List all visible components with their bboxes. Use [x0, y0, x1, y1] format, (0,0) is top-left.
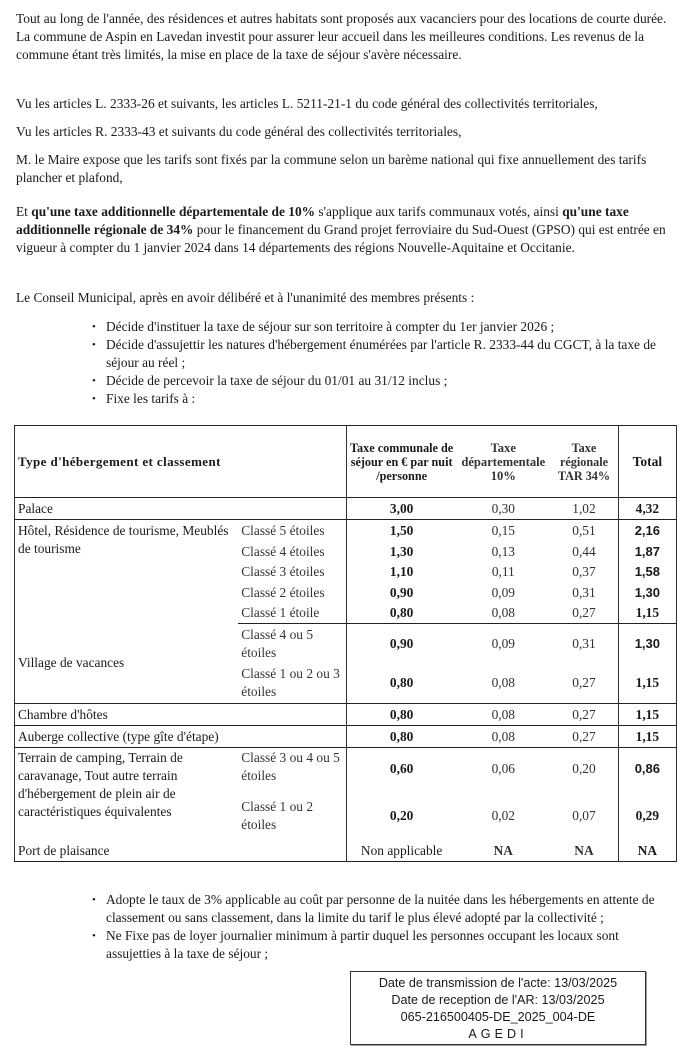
communale-cell: 0,80	[346, 664, 456, 704]
table-row	[15, 498, 677, 520]
type-cell: Village de vacances	[15, 624, 239, 704]
class-cell: Classé 5 étoiles	[241, 522, 325, 538]
communale-cell: 0,60	[346, 748, 456, 790]
stamp-agedi: AGEDI	[468, 1027, 528, 1041]
departementale-cell: 0,30	[456, 498, 550, 520]
table-row	[15, 726, 677, 748]
communale-cell: 0,80	[346, 704, 456, 726]
class-cell: Classé 4 ou 5 étoiles	[241, 626, 314, 660]
text-fragment: Et	[16, 204, 32, 219]
communale-cell: 0,90	[346, 583, 456, 603]
total-cell: 2,16	[618, 520, 676, 542]
table-row	[15, 748, 677, 790]
additional-taxes-paragraph	[16, 203, 676, 257]
communale-cell: 1,30	[346, 542, 456, 562]
header-type: Type d'hébergement et classement	[15, 426, 347, 498]
header-regionale: Taxe régionale TAR 34%	[550, 426, 618, 498]
regionale-cell: 0,27	[550, 704, 618, 726]
regionale-cell: 0,07	[572, 807, 596, 823]
total-cell: 1,30	[618, 624, 676, 664]
communale-cell: 0,80	[346, 726, 456, 748]
communale-cell: 0,20	[346, 790, 456, 842]
intro-paragraph: Tout au long de l'année, des résidences et autres habitats sont proposés aux vacanciers pour des locations de courte durée. La commune de Aspin en Lavedan investit pour assurer leur accueil dans les meilleures conditions. Les revenus de la commune étant très limités, la mise en place de la taxe de séjour s'avère nécessaire.	[16, 11, 667, 62]
total-cell: 0,86	[618, 748, 676, 790]
regional-tax-emphasis: qu'une taxe additionnelle régionale de 34%	[16, 204, 629, 237]
type-cell: Hôtel, Résidence de tourisme, Meublés de tourisme	[15, 520, 239, 624]
regionale-cell: 0,27	[550, 664, 618, 704]
departementale-cell: 0,08	[456, 603, 550, 624]
legal-reference-r: Vu les articles R. 2333-43 et suivants du code général des collectivités territoriales,	[16, 124, 462, 139]
class-cell: Classé 2 étoiles	[241, 584, 325, 600]
decision-item: • Décide de percevoir la taxe de séjour du 01/01 au 31/12 inclus ;	[92, 372, 682, 390]
total-cell: 1,15	[618, 704, 676, 726]
table-row	[15, 704, 677, 726]
regionale-cell: 0,51	[572, 522, 596, 538]
class-cell: Classé 1 ou 2 étoiles	[241, 798, 314, 832]
communale-cell: 1,10	[346, 562, 456, 583]
decisions-list-continued	[92, 891, 682, 963]
departementale-cell: NA	[456, 842, 550, 862]
type-cell: Palace	[15, 498, 347, 520]
class-cell: Classé 4 étoiles	[241, 543, 325, 559]
departementale-cell: 0,09	[491, 635, 515, 651]
class-cell: Classé 3 étoiles	[241, 564, 325, 579]
total-cell: 1,30	[618, 583, 676, 603]
communale-cell: 1,50	[346, 520, 456, 542]
header-total: Total	[618, 426, 676, 498]
departementale-cell: 0,13	[491, 543, 515, 559]
departementale-cell: 0,08	[456, 726, 550, 748]
regionale-cell: 0,27	[550, 603, 618, 624]
stamp-transmission-date: Date de transmission de l'acte: 13/03/2025	[378, 976, 618, 990]
total-cell: 1,87	[618, 542, 676, 562]
header-communale: Taxe communale de séjour en € par nuit /personne	[346, 426, 456, 498]
text-fragment: pour le financement du Grand projet ferroviaire du Sud-Ouest (GPSO) qui est entrée en vigueur à compter du 1 janvier 2024 dans 14 départements des régions Nouvelle-Aquitaine et Occitanie.	[16, 222, 666, 255]
communale-cell: 0,80	[346, 603, 456, 624]
total-cell: 1,15	[618, 603, 676, 624]
departmental-tax-emphasis: qu'une taxe additionnelle départementale de 10%	[31, 204, 316, 219]
departementale-cell: 0,11	[491, 564, 515, 579]
regionale-cell: 0,20	[572, 760, 596, 776]
departementale-cell: 0,15	[491, 522, 515, 538]
regionale-cell: 0,31	[572, 584, 596, 600]
legal-reference-l: Vu les articles L. 2333-26 et suivants, les articles L. 5211-21-1 du code général des collectivités territoriales,	[16, 96, 598, 111]
communale-cell: Non applicable	[346, 842, 456, 862]
decision-item: • Ne Fixe pas de loyer journalier minimum à partir duquel les personnes occupant les locaux sont assujetties à la taxe de séjour ;	[92, 927, 626, 963]
regionale-cell: 0,27	[550, 726, 618, 748]
regionale-cell: NA	[550, 842, 618, 862]
total-cell: 1,15	[618, 726, 676, 748]
table-row	[15, 624, 677, 664]
communale-cell: 0,90	[346, 624, 456, 664]
stamp-reception-date: Date de reception de l'AR: 13/03/2025	[391, 993, 605, 1007]
regionale-cell: 0,31	[572, 635, 596, 651]
regionale-cell: 0,37	[572, 564, 596, 579]
total-cell: 1,15	[618, 664, 676, 704]
departementale-cell: 0,08	[456, 704, 550, 726]
regionale-cell: 0,44	[572, 543, 596, 559]
table-row	[15, 842, 677, 862]
class-cell: Classé 1 ou 2 ou 3 étoiles	[238, 664, 346, 704]
mayor-statement: M. le Maire expose que les tarifs sont fixés par la commune selon un barème national qui fixe annuellement des tarifs plancher et plafond,	[16, 152, 647, 185]
text-fragment: s'applique aux tarifs communaux votés, ainsi	[315, 204, 563, 219]
departementale-cell: 0,09	[491, 584, 515, 600]
council-statement: Le Conseil Municipal, après en avoir délibéré et à l'unanimité des membres présents :	[16, 290, 475, 305]
total-cell: NA	[618, 842, 676, 862]
communale-cell: 3,00	[346, 498, 456, 520]
decision-item: • Fixe les tarifs à :	[92, 390, 682, 408]
type-cell: Auberge collective (type gîte d'étape)	[15, 726, 347, 748]
class-cell: Classé 3 ou 4 ou 5 étoiles	[241, 750, 340, 783]
type-cell: Port de plaisance	[15, 842, 347, 862]
transmission-stamp	[350, 971, 646, 1045]
total-cell: 4,32	[618, 498, 676, 520]
table-header-row	[15, 426, 677, 498]
departementale-cell: 0,06	[491, 760, 515, 776]
regionale-cell: 1,02	[550, 498, 618, 520]
total-cell: 1,58	[618, 562, 676, 583]
decision-item: • Adopte le taux de 3% applicable au coût par personne de la nuitée dans les hébergements en attente de classement ou sans classement, dans la limite du tarif le plus élevé adopté par la collectivité ;	[92, 891, 682, 927]
table-row	[15, 520, 677, 542]
type-cell: Chambre d'hôtes	[15, 704, 347, 726]
decisions-list	[92, 318, 682, 408]
total-cell: 0,29	[618, 790, 676, 842]
decision-item: • Décide d'instituer la taxe de séjour sur son territoire à compter du 1er janvier 2026 ;	[92, 318, 682, 336]
decision-item: • Décide d'assujettir les natures d'hébergement énumérées par l'article R. 2333-44 du CGCT, à la taxe de séjour au réel ;	[92, 336, 682, 372]
departementale-cell: 0,02	[491, 807, 515, 823]
departementale-cell: 0,08	[456, 664, 550, 704]
tariff-table	[14, 425, 677, 862]
header-departementale: Taxe départementale 10%	[456, 426, 550, 498]
class-cell: Classé 1 étoile	[238, 603, 346, 624]
type-cell: Terrain de camping, Terrain de caravanage, Tout autre terrain d'hébergement de plein air de caractéristiques équivalentes	[15, 748, 239, 842]
stamp-act-id: 065-216500405-DE_2025_004-DE	[400, 1010, 596, 1024]
